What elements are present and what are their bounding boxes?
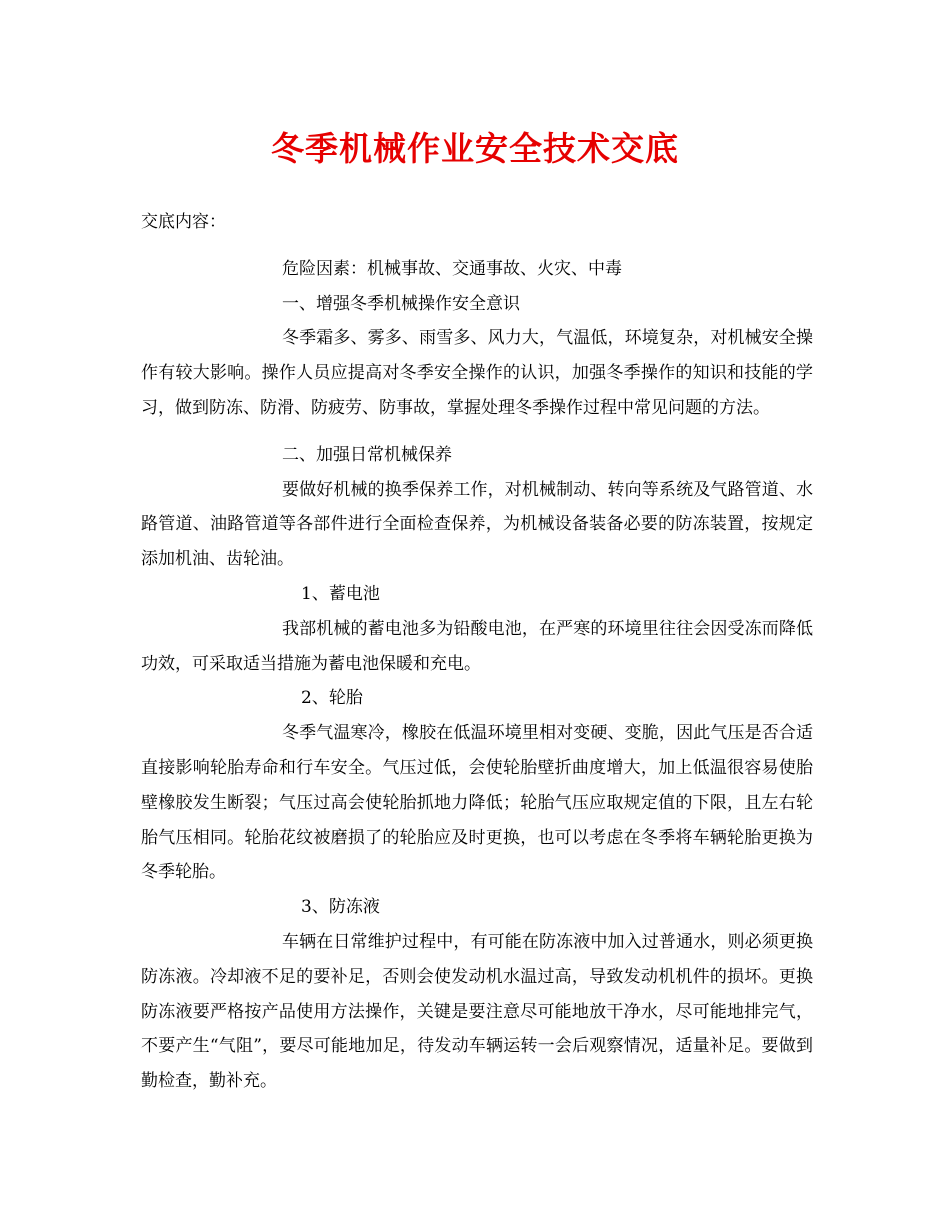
item3-body: 车辆在日常维护过程中，有可能在防冻液中加入过普通水，则必须更换防冻液。冷却液不足的要补足，否则会使发动机水温过高，导致发动机机件的损坏。更换防冻液要严格按产品使用方法操作，关键是要注意尽可能地放干净水，尽可能地排完气，不要产生“气阻”，要尽可能地加足，待发动车辆运转一会后观察情况，适量补足。要做到勤检查，勤补充。 bbox=[141, 931, 813, 1092]
section1-heading: 一、增强冬季机械操作安全意识 bbox=[282, 293, 520, 314]
document-title: 冬季机械作业安全技术交底 bbox=[271, 129, 679, 168]
spacer bbox=[141, 240, 813, 252]
hazards-line: 危险因素：机械事故、交通事故、火灾、中毒 bbox=[282, 258, 622, 279]
spacer bbox=[141, 426, 813, 438]
item2-heading: 2、轮胎 bbox=[301, 688, 363, 709]
item1-body: 我部机械的蓄电池多为铅酸电池，在严寒的环境里往往会因受冻而降低功效，可采取适当措施为蓄电池保暖和充电。 bbox=[141, 618, 813, 674]
document-body bbox=[141, 205, 813, 1099]
item2-body: 冬季气温寒冷，橡胶在低温环境里相对变硬、变脆，因此气压是否合适直接影响轮胎寿命和行车安全。气压过低，会使轮胎壁折曲度增大，加上低温很容易使胎壁橡胶发生断裂；气压过高会使轮胎抓地力降低；轮胎气压应取规定值的下限，且左右轮胎气压相同。轮胎花纹被磨损了的轮胎应及时更换，也可以考虑在冬季将车辆轮胎更换为冬季轮胎。 bbox=[141, 723, 813, 883]
section2-body: 要做好机械的换季保养工作，对机械制动、转向等系统及气路管道、水路管道、油路管道等各部件进行全面检查保养，为机械设备装备必要的防冻装置，按规定添加机油、齿轮油。 bbox=[141, 479, 813, 570]
section1-body: 冬季霜多、雾多、雨雪多、风力大，气温低，环境复杂，对机械安全操作有较大影响。操作人员应提高对冬季安全操作的认识，加强冬季操作的知识和技能的学习，做到防冻、防滑、防疲劳、防事故，掌握处理冬季操作过程中常见问题的方法。 bbox=[141, 328, 813, 418]
intro-label: 交底内容： bbox=[141, 212, 226, 232]
section2-heading: 二、加强日常机械保养 bbox=[282, 444, 452, 465]
item1-heading: 1、蓄电池 bbox=[301, 583, 380, 604]
item3-heading: 3、防冻液 bbox=[301, 897, 380, 918]
